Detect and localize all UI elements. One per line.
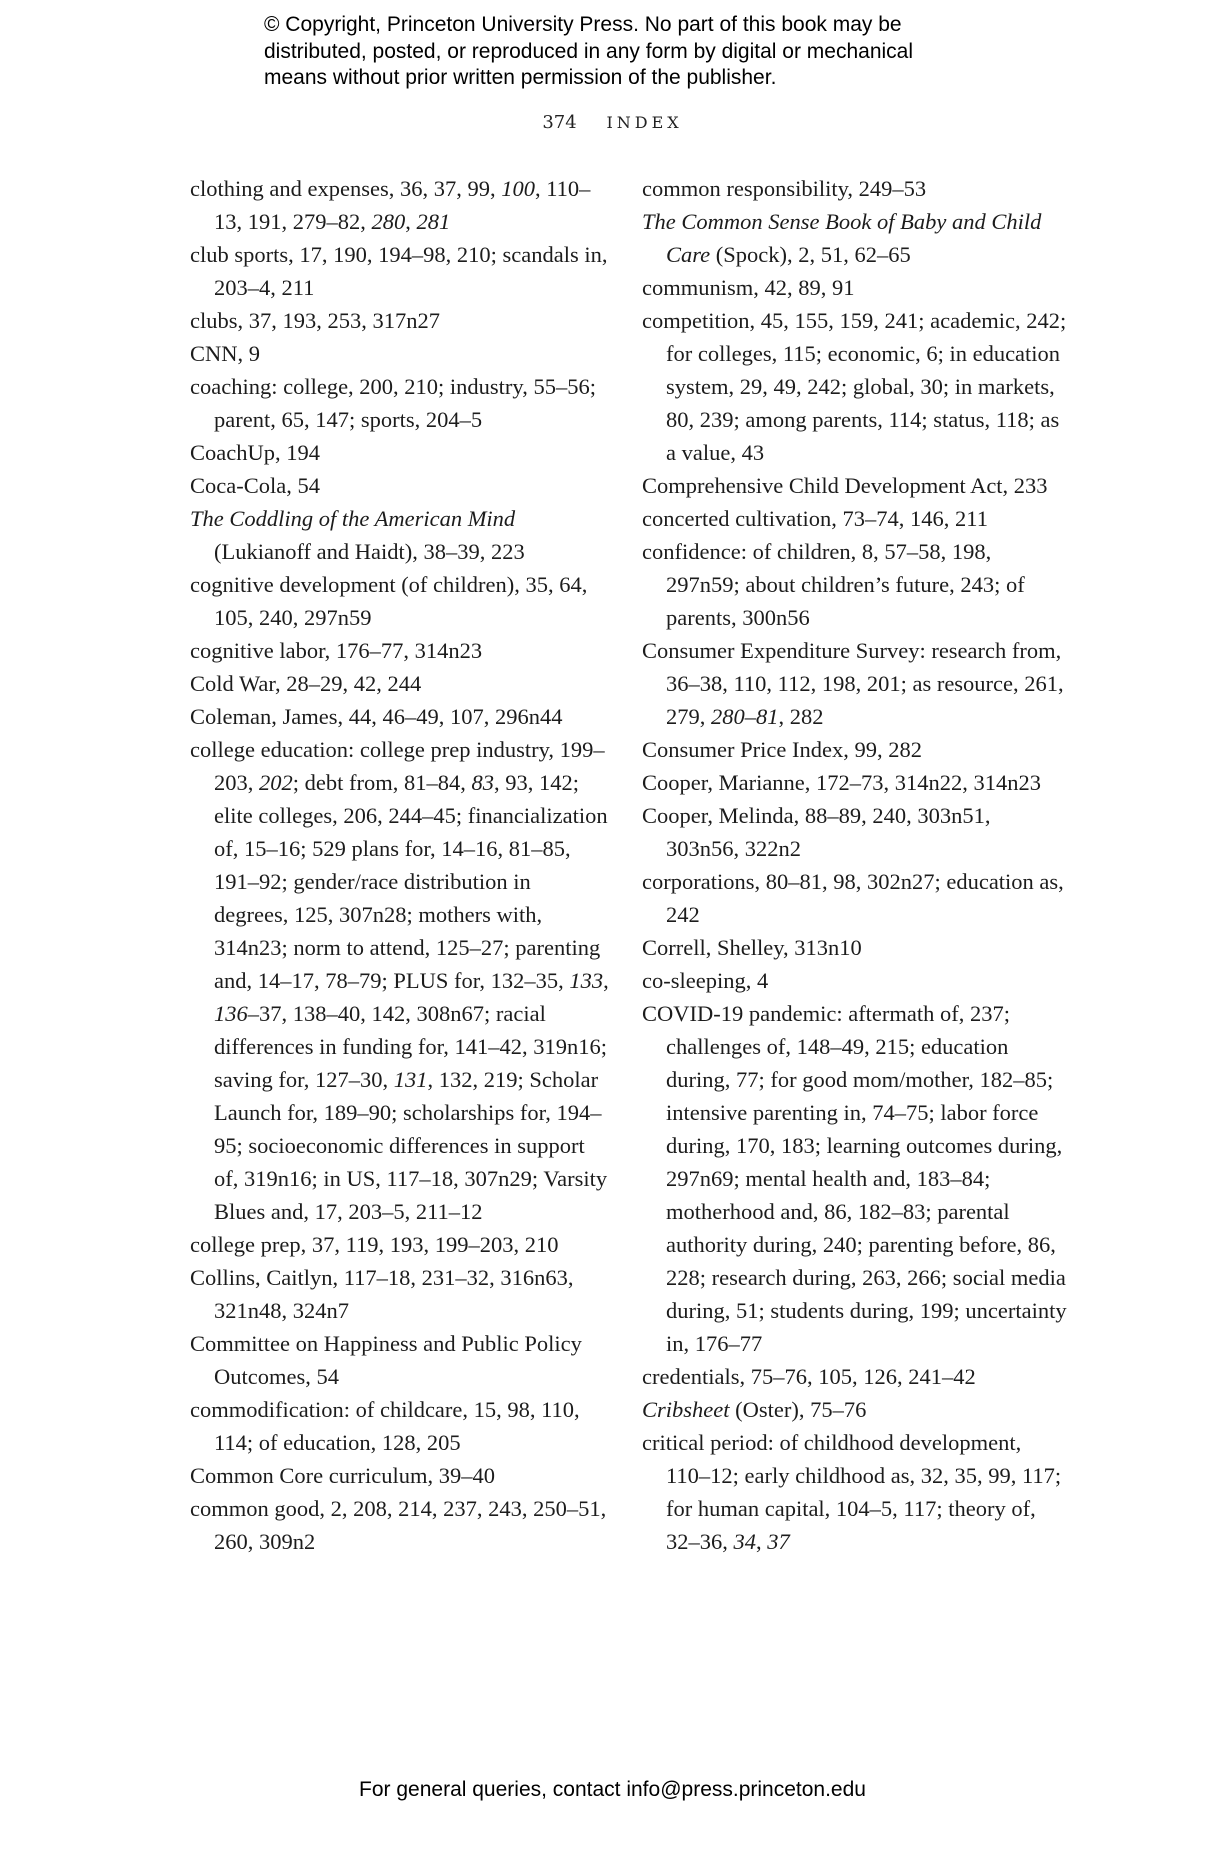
index-entry: common responsibility, 249–53 [642,176,927,201]
index-entry: commodification: of childcare, 15, 98, 110, 114; of education, 128, 205 [190,1397,580,1455]
index-column-left [190,172,610,1558]
copyright-line: means without prior written permission of the publisher. [264,66,777,89]
index-entry: college prep, 37, 119, 193, 199–203, 210 [190,1232,559,1257]
running-head [0,112,1225,133]
index-entry: cognitive labor, 176–77, 314n23 [190,638,483,663]
index-entry: Correll, Shelley, 313n10 [642,935,862,960]
index-entry: CoachUp, 194 [190,440,320,465]
index-entry: co-sleeping, 4 [642,968,769,993]
index-entry: The Common Sense Book of Baby and Child Care (Spock), 2, 51, 62–65 [642,209,1042,267]
index-entry: competition, 45, 155, 159, 241; academic, 242; for colleges, 115; economic, 6; in education system, 29, 49, 242; global, 30; in markets, 80, 239; among parents, 114; status, 118; as a value, 43 [642,308,1067,465]
index-entry: Comprehensive Child Development Act, 233 [642,473,1048,498]
index-column-right [642,172,1067,1558]
copyright-line: © Copyright, Princeton University Press. No part of this book may be [264,13,902,36]
index-entry: Cribsheet (Oster), 75–76 [642,1397,867,1422]
index-entry: clothing and expenses, 36, 37, 99, 100, 110–13, 191, 279–82, 280, 281 [190,176,591,234]
footer-contact: For general queries, contact info@press.princeton.edu [359,1778,866,1801]
index-entry: Consumer Expenditure Survey: research from, 36–38, 110, 112, 198, 201; as resource, 261, 279, 280–81, 282 [642,638,1064,729]
index-entry: corporations, 80–81, 98, 302n27; education as, 242 [642,869,1064,927]
index-entry: confidence: of children, 8, 57–58, 198, 297n59; about children’s future, 243; of parents, 300n56 [642,539,1025,630]
index-entry: Coca-Cola, 54 [190,473,320,498]
index-entry: Committee on Happiness and Public Policy Outcomes, 54 [190,1331,582,1389]
index-entry: Cooper, Marianne, 172–73, 314n22, 314n23 [642,770,1042,795]
index-entry: college education: college prep industry, 199–203, 202; debt from, 81–84, 83, 93, 142; elite colleges, 206, 244–45; financialization of, 15–16; 529 plans for, 14–16, 81–85, 191–92; gender/race distribution in degrees, 125, 307n28; mothers with, 314n23; norm to attend, 125–27; parenting and, 14–17, 78–79; PLUS for, 132–35, 133, 136–37, 138–40, 142, 308n67; racial differences in funding for, 141–42, 319n16; saving for, 127–30, 131, 132, 219; Scholar Launch for, 189–90; scholarships for, 194–95; socioeconomic differences in support of, 319n16; in US, 117–18, 307n29; Varsity Blues and, 17, 203–5, 211–12 [190,737,609,1224]
index-entry: club sports, 17, 190, 194–98, 210; scandals in, 203–4, 211 [190,242,608,300]
index-entry: cognitive development (of children), 35, 64, 105, 240, 297n59 [190,572,588,630]
index-entry: concerted cultivation, 73–74, 146, 211 [642,506,988,531]
index-entry: critical period: of childhood development, 110–12; early childhood as, 32, 35, 99, 117; for human capital, 104–5, 117; theory of, 32–36, 34, 37 [642,1430,1062,1554]
copyright-line: distributed, posted, or reproduced in any form by digital or mechanical [264,39,914,63]
section-title: INDEX [606,113,683,132]
index-entry: clubs, 37, 193, 253, 317n27 [190,308,440,333]
index-entry: Common Core curriculum, 39–40 [190,1463,495,1488]
index-entry: coaching: college, 200, 210; industry, 55–56; parent, 65, 147; sports, 204–5 [190,374,596,432]
index-entry: The Coddling of the American Mind (Lukianoff and Haidt), 38–39, 223 [190,506,525,564]
index-entry: common good, 2, 208, 214, 237, 243, 250–51, 260, 309n2 [190,1496,607,1554]
index-entry: COVID-19 pandemic: aftermath of, 237; challenges of, 148–49, 215; education during, 77; for good mom/mother, 182–85; intensive parenting in, 74–75; labor force during, 170, 183; learning outcomes during, 297n69; mental health and, 183–84; motherhood and, 86, 182–83; parental authority during, 240; parenting before, 86, 228; research during, 263, 266; social media during, 51; students during, 199; uncertainty in, 176–77 [642,1001,1067,1356]
index-entry: Cold War, 28–29, 42, 244 [190,671,422,696]
copyright-notice [264,12,1024,92]
index-entry: Cooper, Melinda, 88–89, 240, 303n51, 303n56, 322n2 [642,803,991,861]
index-entry: Coleman, James, 44, 46–49, 107, 296n44 [190,704,563,729]
index-entry: credentials, 75–76, 105, 126, 241–42 [642,1364,976,1389]
page-number: 374 [542,112,577,133]
index-entry: CNN, 9 [190,341,261,366]
index-entry: Collins, Caitlyn, 117–18, 231–32, 316n63, 321n48, 324n7 [190,1265,574,1323]
index-entry: Consumer Price Index, 99, 282 [642,737,922,762]
index-entry: communism, 42, 89, 91 [642,275,855,300]
